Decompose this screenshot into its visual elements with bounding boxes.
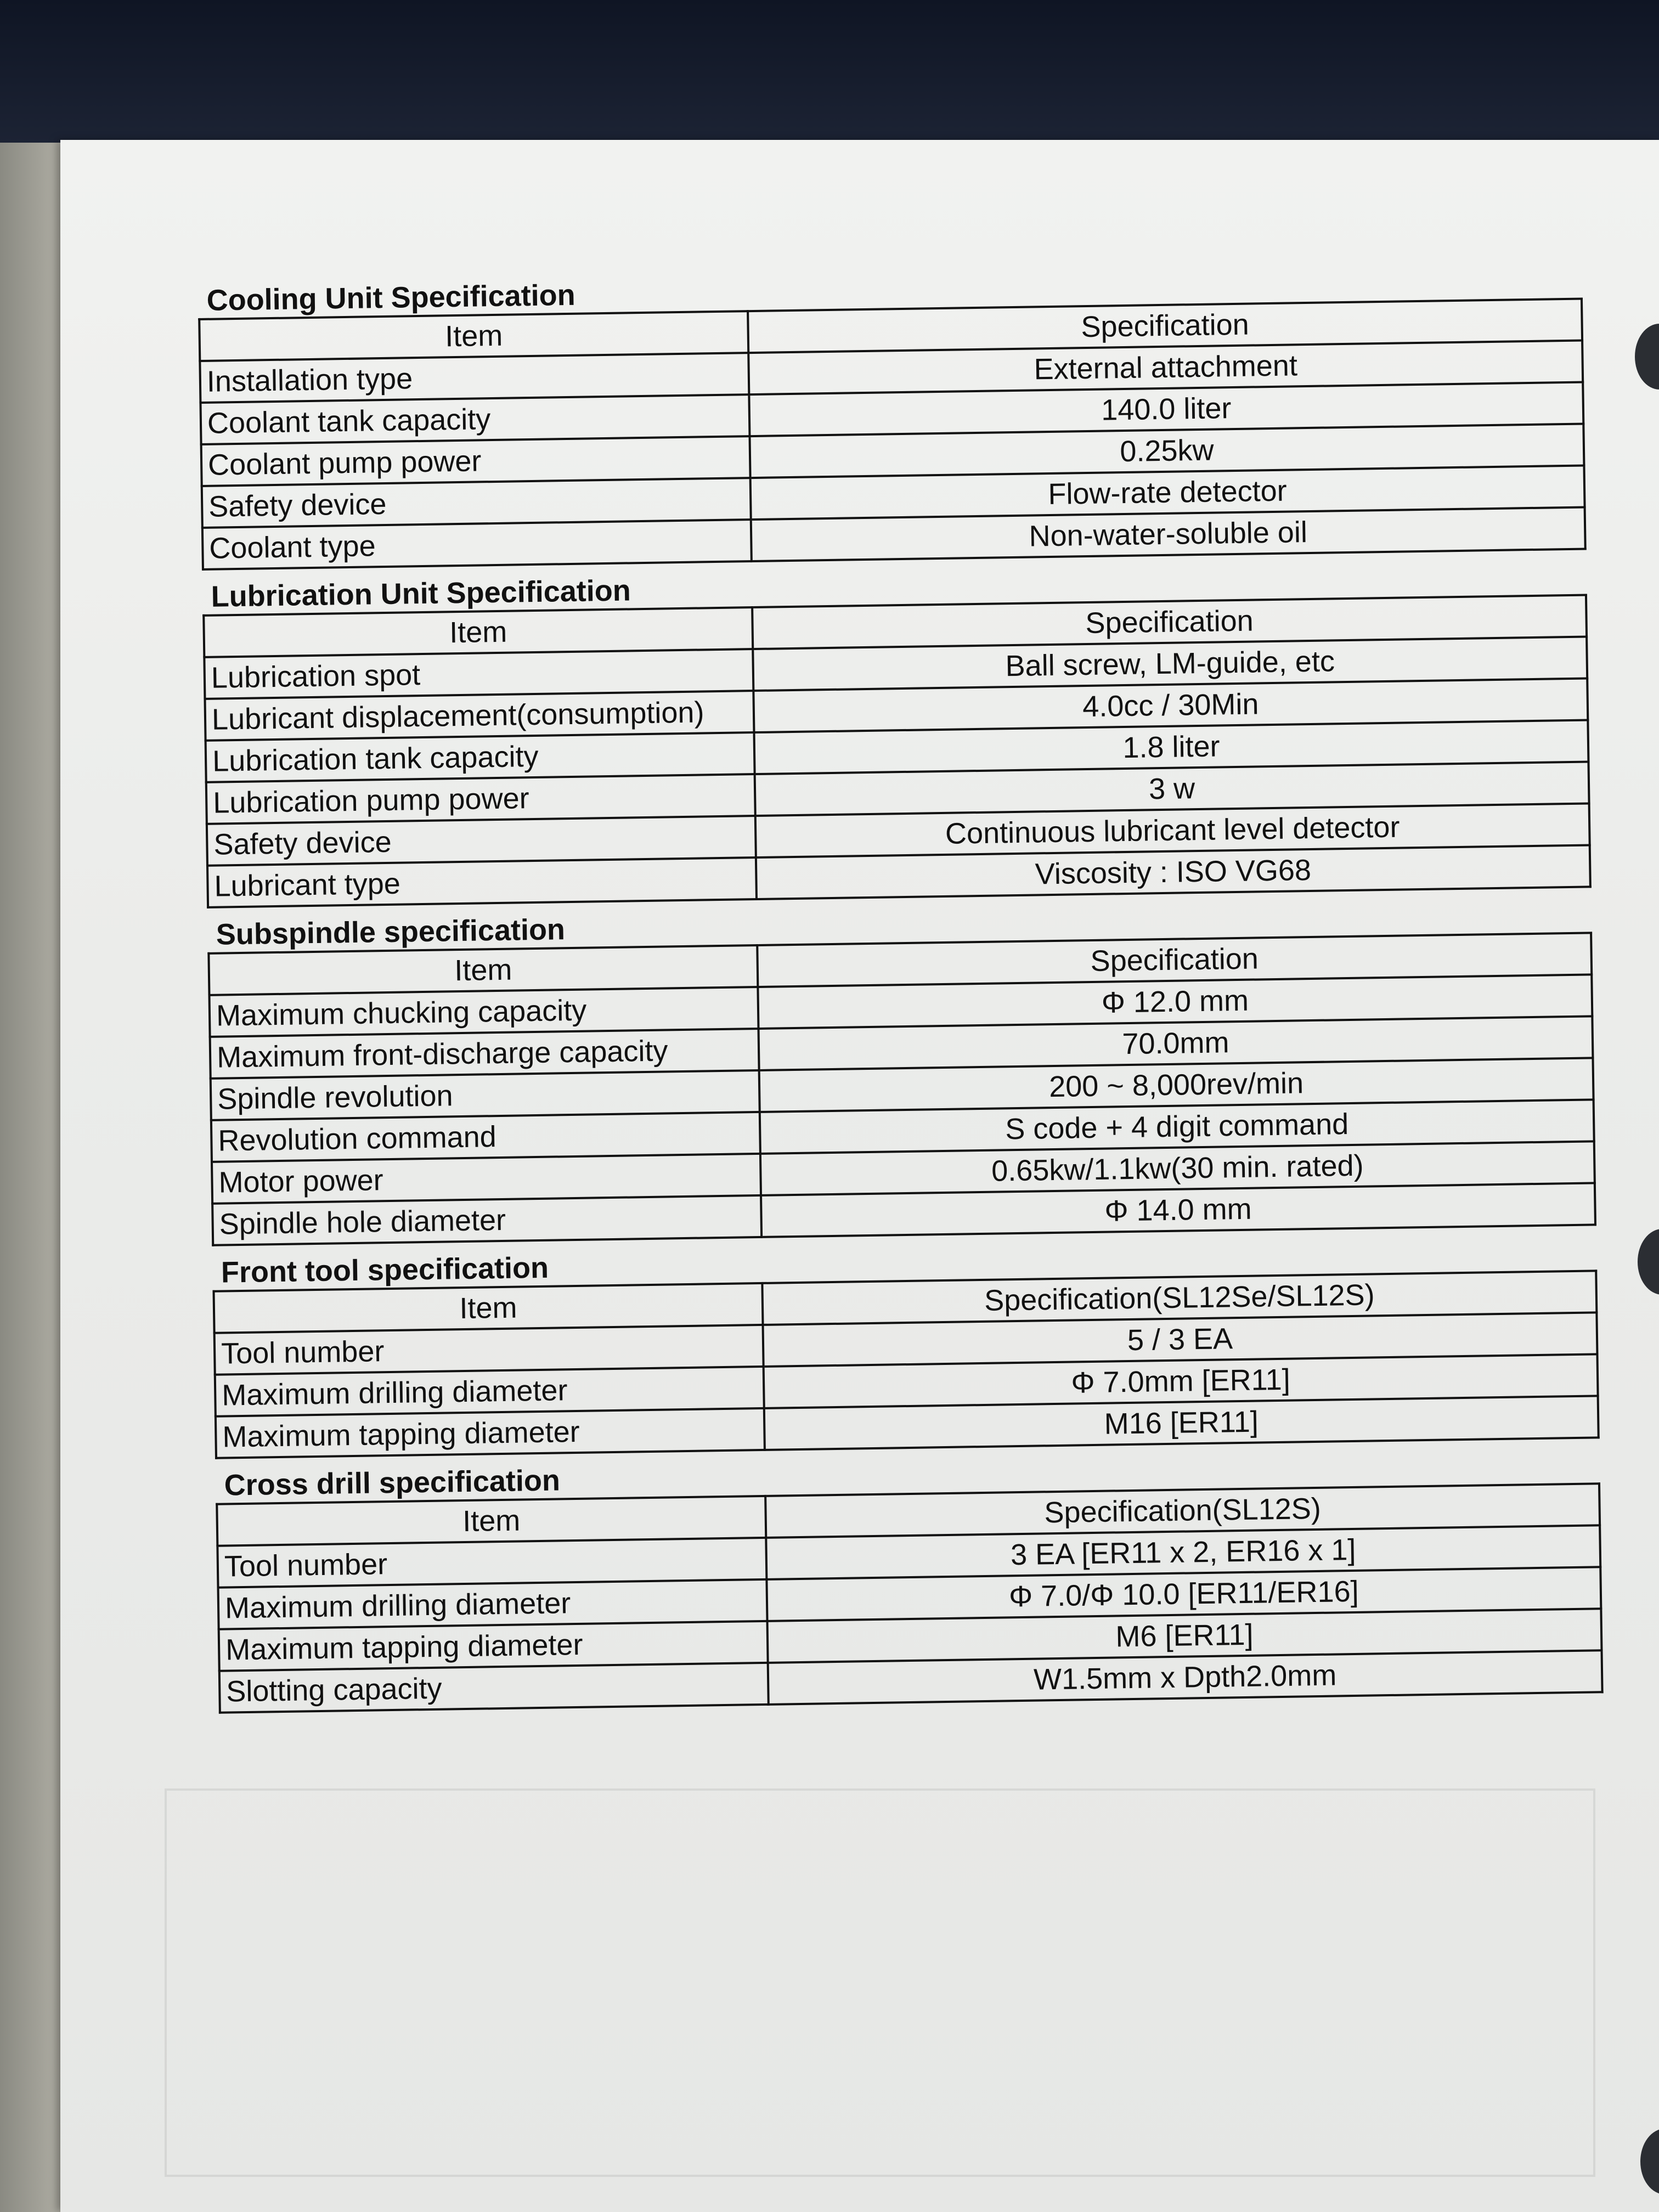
header-item: Item bbox=[208, 945, 758, 995]
value-cell: 3 EA [ER11 x 2, ER16 x 1] bbox=[766, 1525, 1600, 1579]
spec-table bbox=[198, 298, 1587, 571]
item-cell: Lubrication spot bbox=[204, 649, 753, 699]
value-cell: W1.5mm x Dpth2.0mm bbox=[768, 1650, 1602, 1705]
item-cell: Lubrication pump power bbox=[206, 774, 755, 824]
item-cell: Installation type bbox=[200, 353, 749, 403]
header-specification: Specification bbox=[752, 595, 1587, 650]
header-item: Item bbox=[214, 1283, 763, 1333]
item-cell: Spindle revolution bbox=[211, 1070, 760, 1120]
value-cell: 0.25kw bbox=[749, 424, 1584, 478]
item-cell: Maximum drilling diameter bbox=[218, 1579, 768, 1629]
item-cell: Coolant tank capacity bbox=[200, 394, 749, 444]
item-cell: Slotting capacity bbox=[219, 1663, 769, 1713]
header-item: Item bbox=[217, 1496, 766, 1546]
item-cell: Tool number bbox=[215, 1325, 764, 1375]
item-cell: Revolution command bbox=[211, 1112, 760, 1162]
item-cell: Safety device bbox=[207, 816, 756, 866]
spec-table bbox=[207, 932, 1596, 1246]
bleed-through-shadow bbox=[165, 1788, 1595, 2177]
value-cell: Φ 12.0 mm bbox=[758, 974, 1592, 1029]
item-cell: Maximum drilling diameter bbox=[215, 1367, 764, 1417]
value-cell: M16 [ER11] bbox=[764, 1396, 1599, 1450]
header-item: Item bbox=[204, 607, 753, 657]
value-cell: Flow-rate detector bbox=[751, 466, 1585, 520]
value-cell: Φ 14.0 mm bbox=[761, 1183, 1595, 1237]
value-cell: 200 ~ 8,000rev/min bbox=[759, 1058, 1594, 1112]
header-specification: Specification bbox=[757, 933, 1592, 987]
header-item: Item bbox=[199, 311, 748, 361]
section-title: Subspindle specification bbox=[216, 913, 566, 951]
spec-document bbox=[198, 254, 1601, 1714]
section-title: Front tool specification bbox=[221, 1251, 549, 1289]
item-cell: Coolant pump power bbox=[201, 436, 751, 486]
item-cell: Coolant type bbox=[202, 520, 752, 569]
item-cell: Safety device bbox=[202, 478, 751, 528]
value-cell: Φ 7.0mm [ER11] bbox=[764, 1354, 1598, 1408]
value-cell: Φ 7.0/Φ 10.0 [ER11/ER16] bbox=[766, 1567, 1601, 1621]
spec-table bbox=[216, 1482, 1603, 1713]
value-cell: 1.8 liter bbox=[754, 720, 1588, 774]
value-cell: S code + 4 digit command bbox=[760, 1099, 1594, 1154]
section-title: Lubrication Unit Specification bbox=[211, 574, 631, 613]
item-cell: Maximum front-discharge capacity bbox=[210, 1029, 759, 1079]
value-cell: 5 / 3 EA bbox=[763, 1312, 1598, 1367]
item-cell: Maximum chucking capacity bbox=[209, 987, 758, 1037]
value-cell: Continuous lubricant level detector bbox=[755, 803, 1590, 857]
value-cell: M6 [ER11] bbox=[768, 1609, 1602, 1663]
item-cell: Maximum tapping diameter bbox=[216, 1408, 765, 1458]
value-cell: 140.0 liter bbox=[749, 382, 1583, 437]
header-specification: Specification bbox=[748, 299, 1582, 353]
section-title: Cooling Unit Specification bbox=[206, 278, 576, 317]
item-cell: Lubricant displacement(consumption) bbox=[205, 691, 754, 741]
header-specification: Specification(SL12Se/SL12S) bbox=[762, 1271, 1596, 1325]
value-cell: 4.0cc / 30Min bbox=[753, 679, 1588, 733]
section-title: Cross drill specification bbox=[224, 1464, 561, 1502]
value-cell: Non-water-soluble oil bbox=[751, 507, 1585, 562]
header-specification: Specification(SL12S) bbox=[765, 1483, 1600, 1538]
value-cell: 70.0mm bbox=[759, 1016, 1593, 1070]
item-cell: Spindle hole diameter bbox=[212, 1195, 761, 1245]
value-cell: 0.65kw/1.1kw(30 min. rated) bbox=[760, 1141, 1595, 1195]
spec-table bbox=[202, 594, 1592, 908]
value-cell: 3 w bbox=[755, 761, 1589, 816]
value-cell: External attachment bbox=[748, 341, 1583, 395]
item-cell: Motor power bbox=[212, 1154, 761, 1204]
value-cell: Ball screw, LM-guide, etc bbox=[753, 637, 1587, 691]
background-top bbox=[0, 0, 1659, 154]
item-cell: Lubricant type bbox=[207, 857, 757, 907]
spec-table bbox=[212, 1269, 1599, 1459]
item-cell: Tool number bbox=[217, 1538, 766, 1588]
value-cell: Viscosity : ISO VG68 bbox=[756, 845, 1590, 899]
item-cell: Lubrication tank capacity bbox=[206, 732, 755, 782]
item-cell: Maximum tapping diameter bbox=[219, 1621, 768, 1671]
